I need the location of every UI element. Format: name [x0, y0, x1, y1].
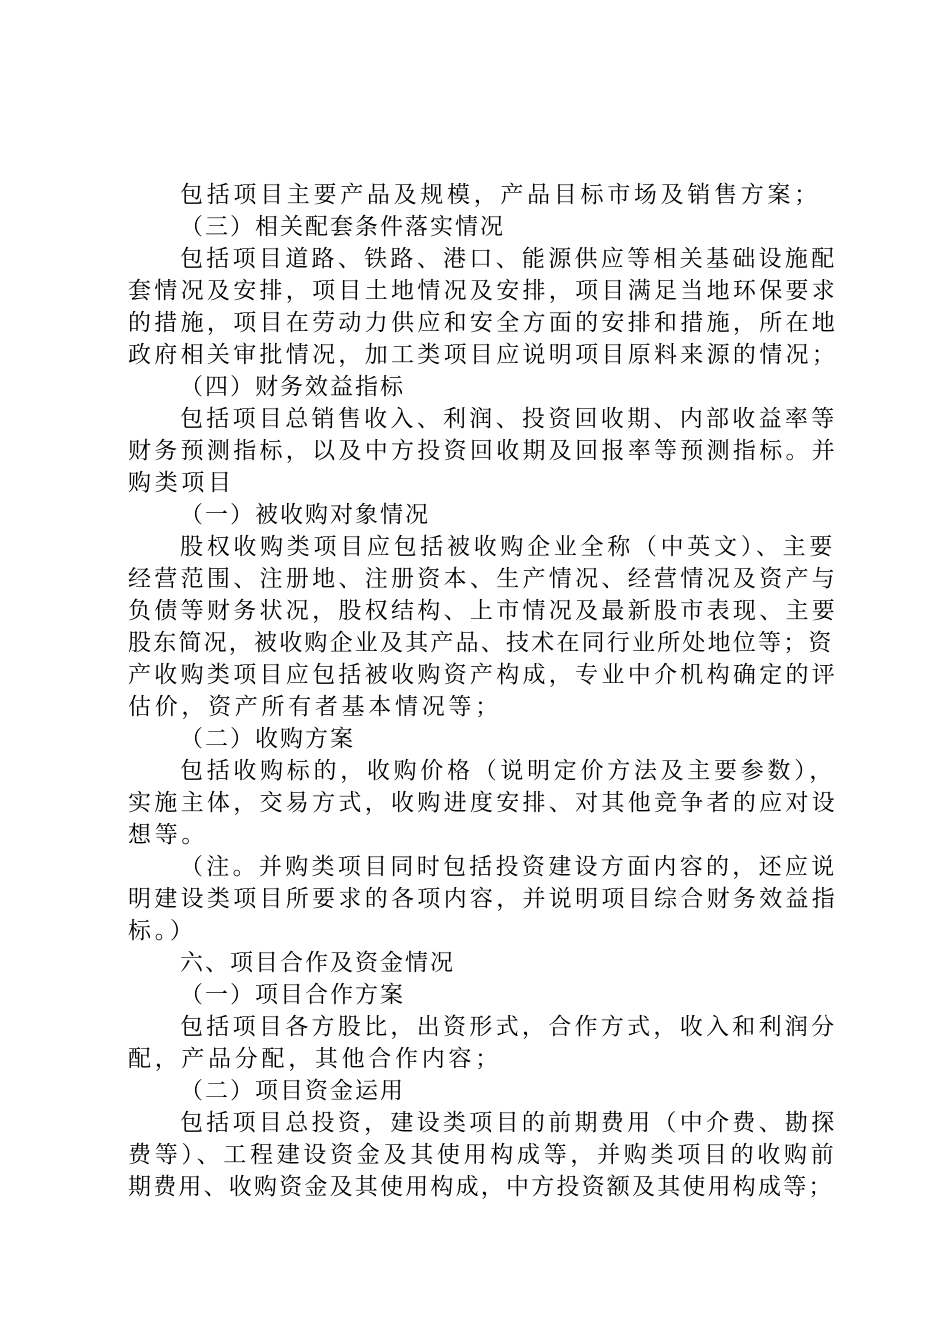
paragraph-line: 实施主体，交易方式，收购进度安排、对其他竞争者的应对设 [128, 790, 839, 816]
paragraph-line: 产收购类项目应包括被收购资产构成，专业中介机构确定的评 [128, 662, 839, 688]
paragraph-line: 股权收购类项目应包括被收购企业全称（中英文）、主要 [180, 534, 836, 560]
chapter-heading: 六、项目合作及资金情况 [180, 950, 455, 976]
section-heading: （二）收购方案 [180, 726, 355, 752]
paragraph-line: 包括项目主要产品及规模，产品目标市场及销售方案； [180, 182, 821, 208]
paragraph-line: 费等）、工程建设资金及其使用构成等，并购类项目的收购前 [128, 1142, 838, 1168]
section-heading: （三）相关配套条件落实情况 [180, 214, 505, 240]
section-heading: （四）财务效益指标 [180, 374, 405, 400]
paragraph-line: 套情况及安排，项目土地情况及安排，项目满足当地环保要求 [128, 278, 839, 304]
paragraph-line: 包括项目各方股比，出资形式，合作方式，收入和利润分 [180, 1014, 838, 1040]
paragraph-line: 包括项目总投资，建设类项目的前期费用（中介费、勘探 [180, 1110, 838, 1136]
section-heading: （一）项目合作方案 [180, 982, 405, 1008]
note-line: （注。并购类项目同时包括投资建设方面内容的，还应说 [180, 854, 838, 880]
paragraph-line: 负债等财务状况，股权结构、上市情况及最新股市表现、主要 [128, 598, 839, 624]
paragraph-line: 想等。 [128, 822, 209, 848]
paragraph-line: 股东简况，被收购企业及其产品、技术在同行业所处地位等；资 [128, 630, 834, 656]
paragraph-line: 包括收购标的，收购价格（说明定价方法及主要参数）， [180, 758, 836, 784]
paragraph-line: 经营范围、注册地、注册资本、生产情况、经营情况及资产与 [128, 566, 839, 592]
paragraph-line: 包括项目道路、铁路、港口、能源供应等相关基础设施配 [180, 246, 838, 272]
paragraph-line: 财务预测指标，以及中方投资回收期及回报率等预测指标。并 [128, 438, 839, 464]
section-heading: （二）项目资金运用 [180, 1078, 405, 1104]
paragraph-line: 配，产品分配，其他合作内容； [128, 1046, 502, 1072]
paragraph-line: 政府相关审批情况，加工类项目应说明项目原料来源的情况； [128, 342, 839, 368]
paragraph-line: 的措施，项目在劳动力供应和安全方面的安排和措施，所在地 [128, 310, 839, 336]
note-line: 明建设类项目所要求的各项内容，并说明项目综合财务效益指 [128, 886, 839, 912]
paragraph-line: 包括项目总销售收入、利润、投资回收期、内部收益率等 [180, 406, 838, 432]
paragraph-line: 估价，资产所有者基本情况等； [128, 694, 502, 720]
section-heading: （一）被收购对象情况 [180, 502, 430, 528]
paragraph-line: 期费用、收购资金及其使用构成，中方投资额及其使用构成等； [128, 1174, 834, 1200]
paragraph-line: 购类项目 [128, 470, 235, 496]
note-line: 标。） [128, 918, 197, 944]
